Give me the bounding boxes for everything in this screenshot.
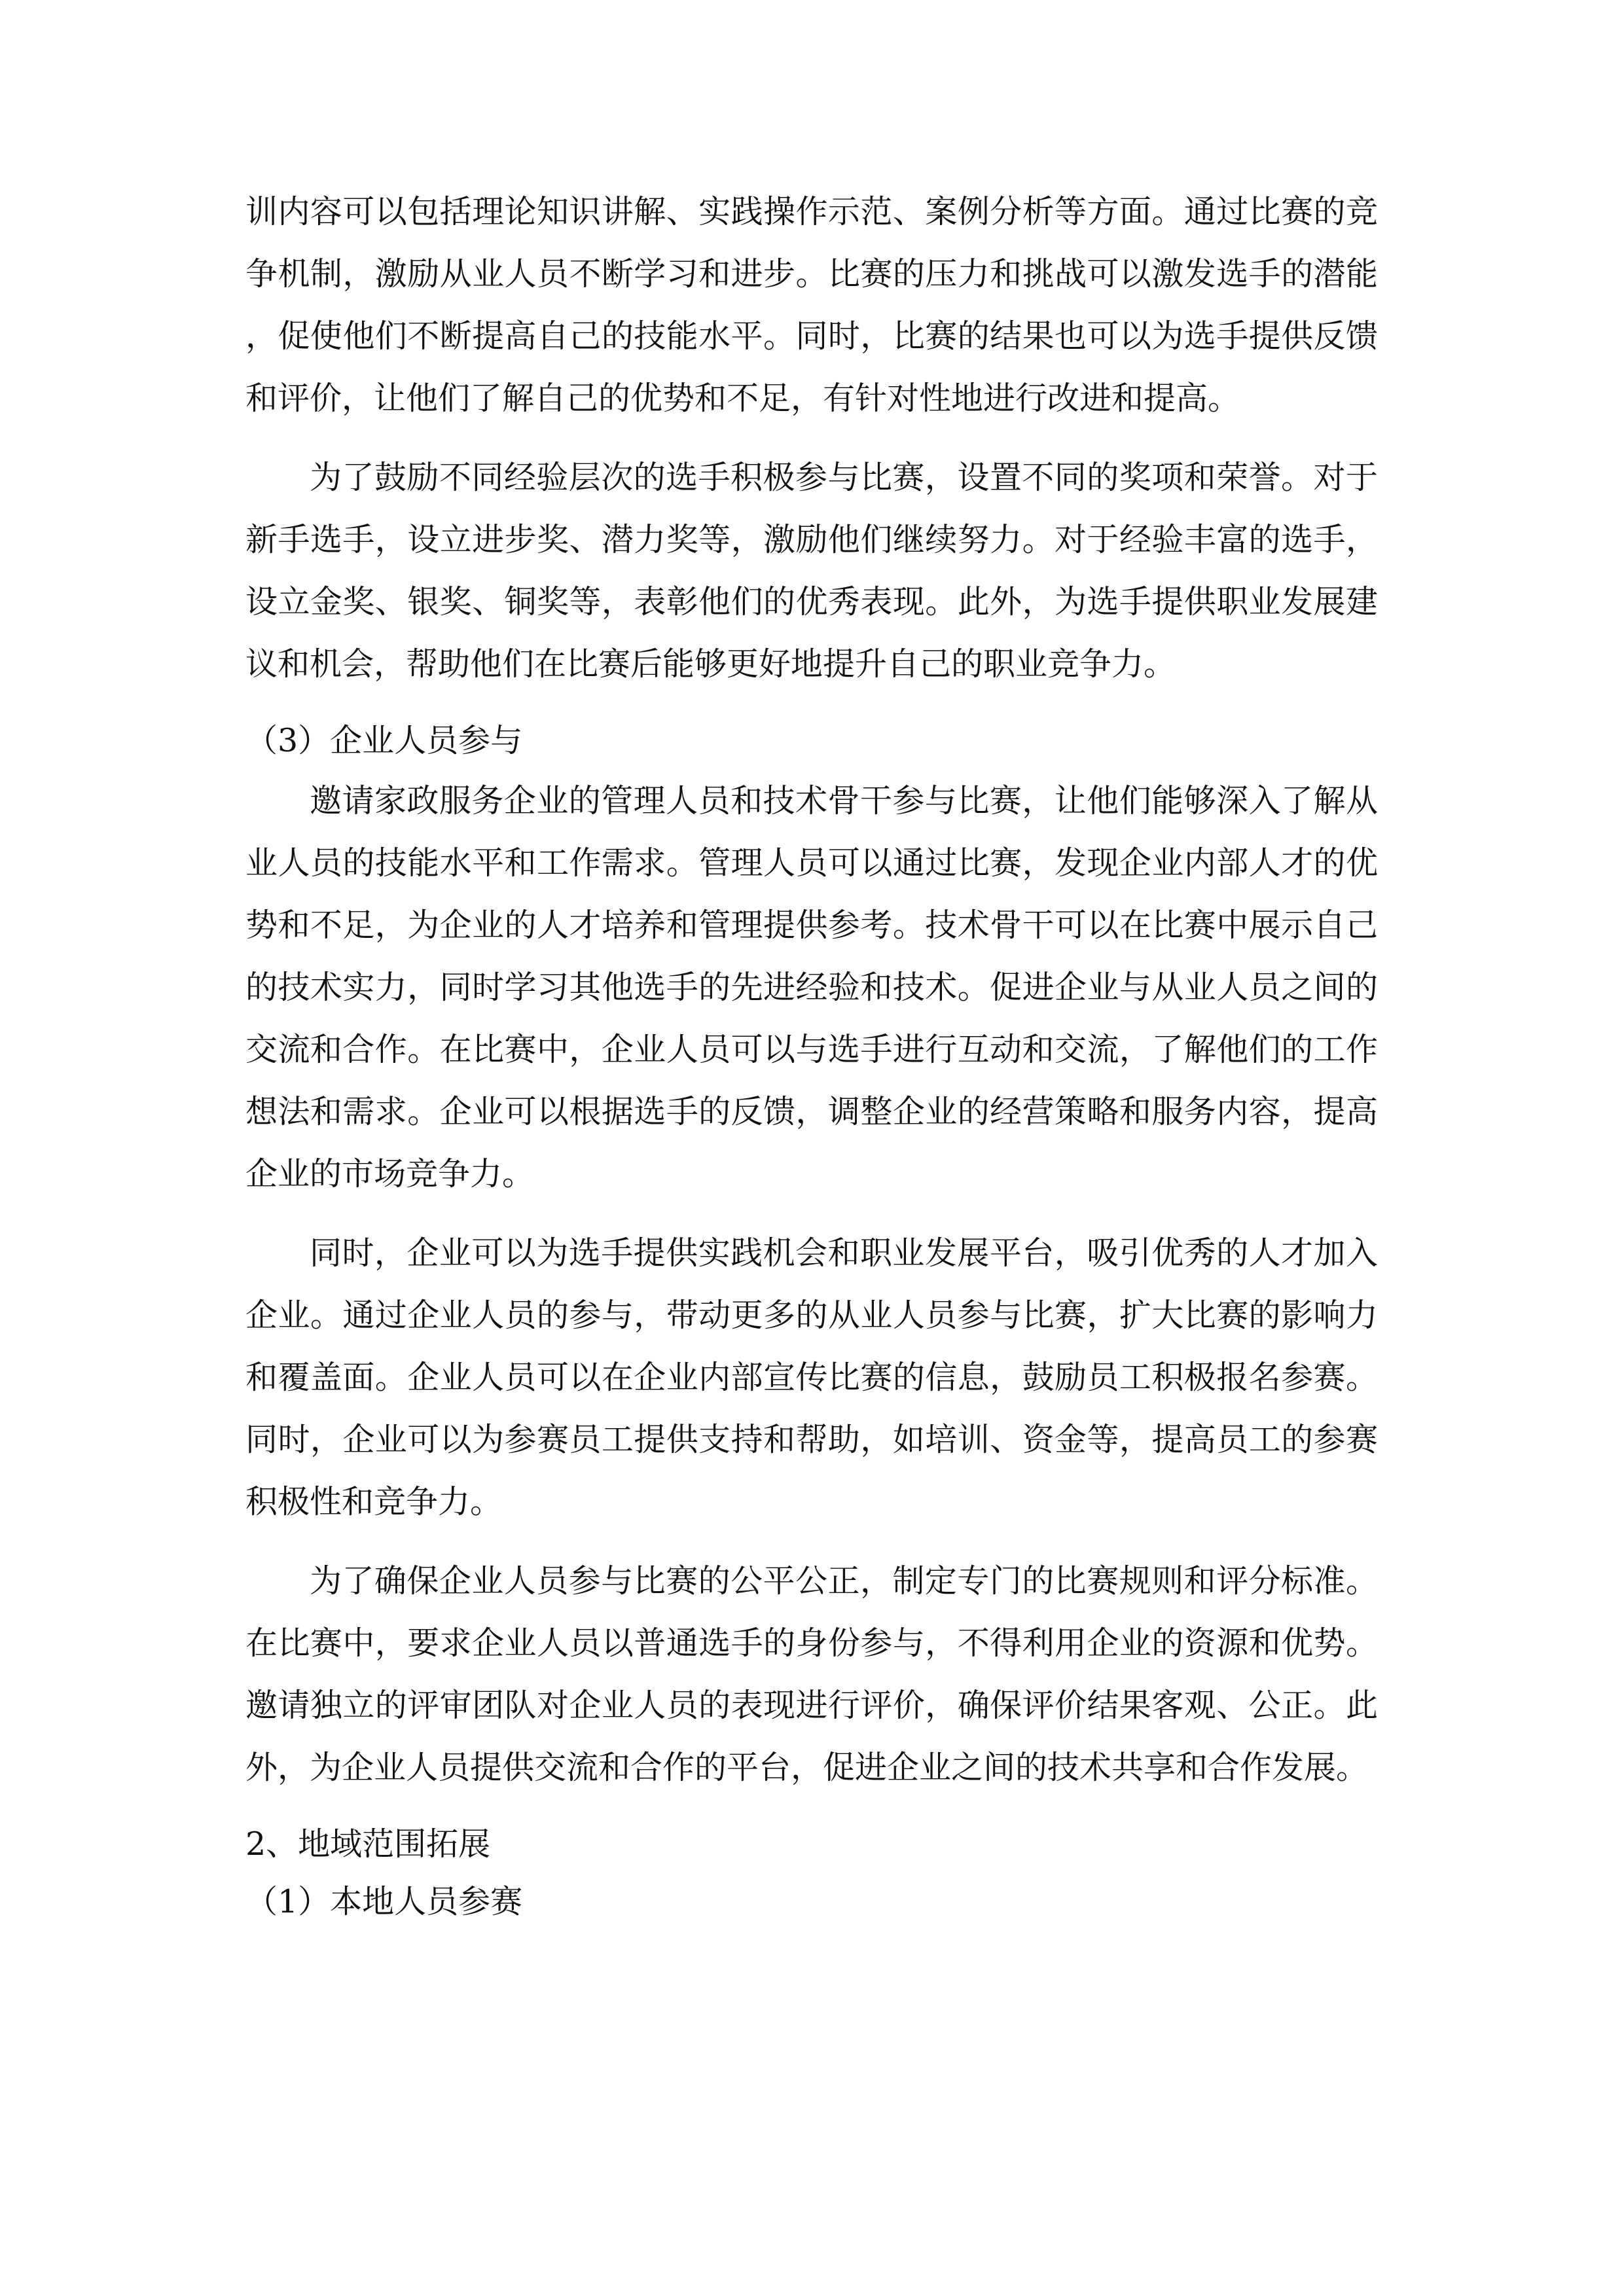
heading-regional-expansion: 2、地域范围拓展 (245, 1825, 491, 1863)
paragraph-fairness: 为了确保企业人员参与比赛的公平公正，制定专门的比赛规则和评分标准。在比赛中，要求企业人员以普通选手的身份参与，不得利用企业的资源和优势。邀请独立的评审团队对企业人员的表现进行评价，确保评价结果客观、公正。此外，为企业人员提供交流和合作的平台，促进企业之间的技术共享和合作发展。 (245, 1562, 1378, 1786)
paragraph-enterprise-platform: 同时，企业可以为选手提供实践机会和职业发展平台，吸引优秀的人才加入企业。通过企业人员的参与，带动更多的从业人员参与比赛，扩大比赛的影响力和覆盖面。企业人员可以在企业内部宣传比赛的信息，鼓励员工积极报名参赛。同时，企业可以为参赛员工提供支持和帮助，如培训、资金等，提高员工的参赛积极性和竞争力。 (245, 1234, 1378, 1520)
heading-enterprise-participation: （3）企业人员参与 (245, 722, 523, 759)
document-body (245, 181, 1378, 1931)
paragraph-training-content: 训内容可以包括理论知识讲解、实践操作示范、案例分析等方面。通过比赛的竞争机制，激励从业人员不断学习和进步。比赛的压力和挑战可以激发选手的潜能，促使他们不断提高自己的技能水平。同时，比赛的结果也可以为选手提供反馈和评价，让他们了解自己的优势和不足，有针对性地进行改进和提高。 (245, 193, 1378, 417)
heading-local-participants: （1）本地人员参赛 (245, 1883, 523, 1920)
paragraph-enterprise-staff: 邀请家政服务企业的管理人员和技术骨干参与比赛，让他们能够深入了解从业人员的技能水平和工作需求。管理人员可以通过比赛，发现企业内部人才的优势和不足，为企业的人才培养和管理提供参考。技术骨干可以在比赛中展示自己的技术实力，同时学习其他选手的先进经验和技术。促进企业与从业人员之间的交流和合作。在比赛中，企业人员可以与选手进行互动和交流，了解他们的工作想法和需求。企业可以根据选手的反馈，调整企业的经营策略和服务内容，提高企业的市场竞争力。 (245, 782, 1378, 1193)
paragraph-awards: 为了鼓励不同经验层次的选手积极参与比赛，设置不同的奖项和荣誉。对于新手选手，设立进步奖、潜力奖等，激励他们继续努力。对于经验丰富的选手，设立金奖、银奖、铜奖等，表彰他们的优秀表现。此外，为选手提供职业发展建议和机会，帮助他们在比赛后能够更好地提升自己的职业竞争力。 (245, 459, 1378, 683)
